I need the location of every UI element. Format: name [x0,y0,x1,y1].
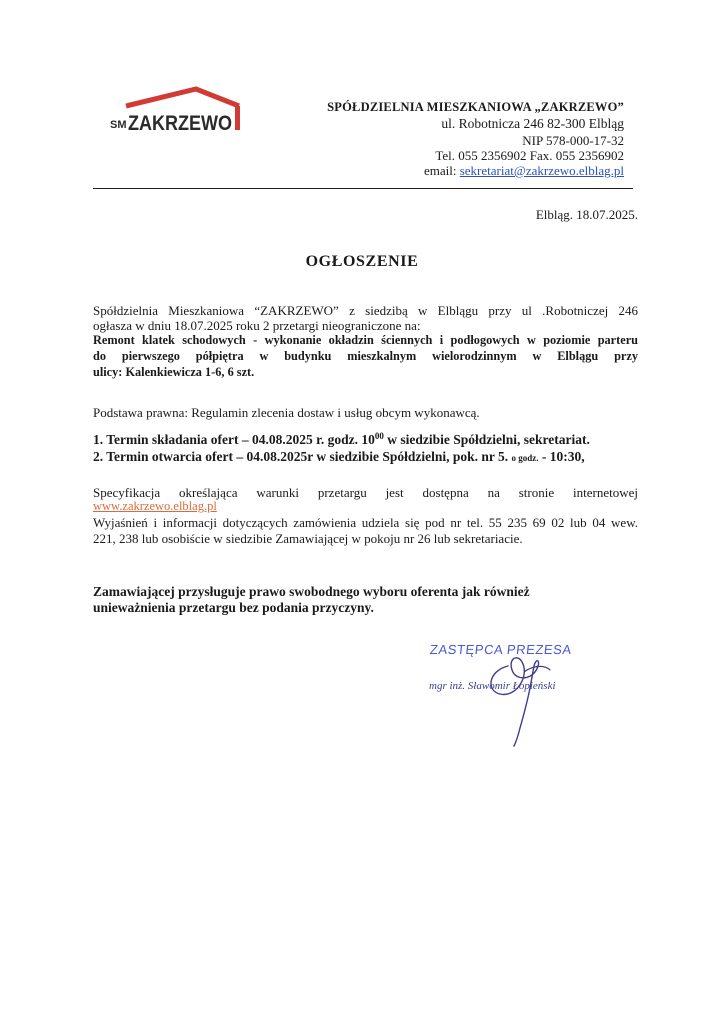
scope-line-3: ulicy: Kalenkiewicza 1-6, 6 szt. [93,365,255,379]
document-date: Elbląg. 18.07.2025. [535,207,638,222]
cooperative-phone-fax: Tel. 055 2356902 Fax. 055 2356902 [435,148,624,163]
legal-basis: Podstawa prawna: Regulamin zlecenia dostaw i usług obcym wykonawcą. [93,405,480,420]
term-submission [93,432,638,447]
logo-prefix: SM [110,119,127,131]
term-opening-end: - 10:30, [538,449,585,464]
page-title: OGŁOSZENIE [305,253,419,270]
term-submission-end: w siedzibie Spółdzielni, sekretariat. [383,432,590,447]
term-submission-start: 1. Termin składania ofert – 04.08.2025 r. godz. 10 [93,432,375,447]
info-line-1: Wyjaśnień i informacji dotyczących zamówienia udziela się pod nr tel. 55 235 69 02 lub 04 wew. [93,515,638,530]
intro-line-2: ogłasza w dniu 18.07.2025 roku 2 przetargi nieograniczone na: [93,318,421,333]
cooperative-address: ul. Robotnicza 246 82-300 Elbląg [441,116,624,131]
handwritten-signature [478,636,568,748]
cooperative-nip: NIP 578-000-17-32 [522,133,624,148]
header-divider [93,188,633,189]
stamp-title: ZASTĘPCA PREZESA [429,642,573,657]
specification-line: Specyfikacja określająca warunki przetargu jest dostępna na stronie internetowej [93,485,638,500]
email-label: email: [423,163,460,178]
company-logo [104,86,246,134]
term-opening [93,449,638,466]
info-line-2: 221, 238 lub osobiście w siedzibie Zamawiającej w pokoju nr 26 lub sekretariacie. [93,531,523,546]
stamp-name: mgr inż. Sławomir Łopieński [429,680,556,692]
term-opening-start: 2. Termin otwarcia ofert – 04.08.2025r w siedzibie Spółdzielni, pok. nr 5. [93,449,512,464]
intro-line-1: Spółdzielnia Mieszkaniowa “ZAKRZEWO” z siedzibą w Elblągu przy ul .Robotniczej 246 [93,303,638,318]
term-opening-hour-label: o godz. [511,453,539,463]
house-roof-logo-graphic [104,86,246,134]
rights-line-2: unieważnienia przetargu bez podania przyczyny. [93,600,374,615]
website-link[interactable]: www.zakrzewo.elblag.pl [93,499,217,513]
logo-name: ZAKRZEWO [128,112,232,134]
rights-line-1: Zamawiającej przysługuje prawo swobodnego wyboru oferenta jak również [93,584,530,599]
scope-line-1: Remont klatek schodowych - wykonanie okładzin ściennych i podłogowych w poziomie parteru [93,333,638,347]
term-submission-minutes: 00 [374,431,384,441]
scope-line-2: do pierwszego półpiętra w budynku mieszkalnym wielorodzinnym w Elblągu przy [93,349,638,363]
email-link[interactable]: sekretariat@zakrzewo.elblag.pl [459,163,624,178]
cooperative-name: SPÓŁDZIELNIA MIESZKANIOWA „ZAKRZEWO” [327,100,624,114]
cooperative-email-line [290,163,624,178]
